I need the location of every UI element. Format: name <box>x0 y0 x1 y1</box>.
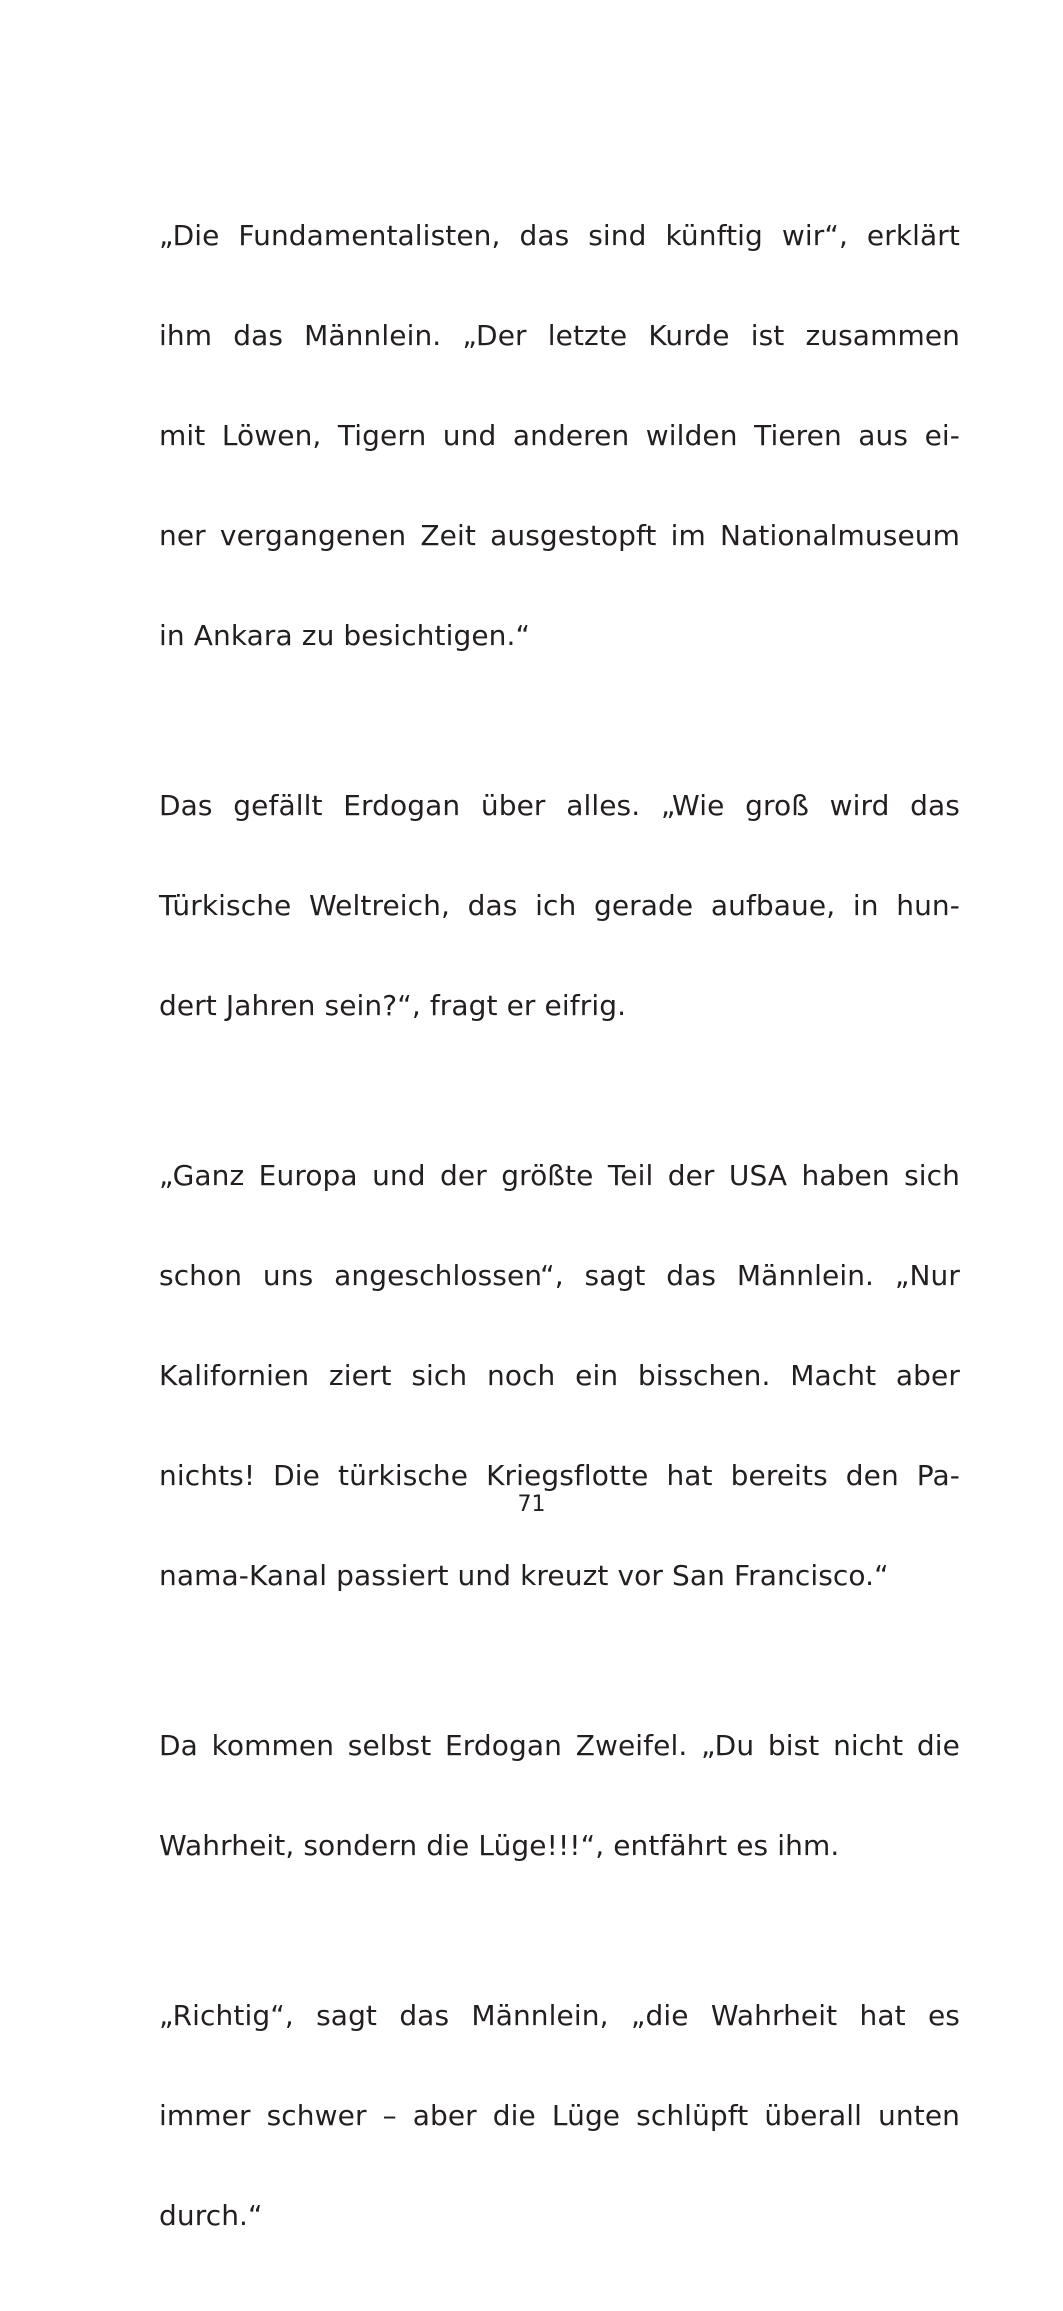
text-line: dert Jahren sein?“, fragt er eifrig. <box>159 989 627 1022</box>
page-number: 71 <box>517 1492 546 1517</box>
text-line: durch.“ <box>159 2199 263 2232</box>
paragraph-1 <box>159 161 960 711</box>
text-line: ihm das Männlein. „Der letzte Kurde ist zusammen <box>159 319 960 352</box>
text-line: ner vergangenen Zeit ausgestopft im Nationalmuseum <box>159 519 960 552</box>
paragraph-3 <box>159 1101 960 1651</box>
text-line: Türkische Weltreich, das ich gerade aufbaue, in hun- <box>159 889 960 922</box>
text-line: „Die Fundamentalisten, das sind künftig wir“, erklärt <box>159 219 960 252</box>
text-line: „Ganz Europa und der größte Teil der USA haben sich <box>159 1159 960 1192</box>
paragraph-5 <box>159 1941 960 2291</box>
text-line: nichts! Die türkische Kriegsflotte hat bereits den Pa- <box>159 1459 960 1492</box>
text-line: schon uns angeschlossen“, sagt das Männlein. „Nur <box>159 1259 960 1292</box>
text-line: mit Löwen, Tigern und anderen wilden Tieren aus ei- <box>159 419 960 452</box>
text-line: „Richtig“, sagt das Männlein, „die Wahrheit hat es <box>159 1999 960 2032</box>
paragraph-2 <box>159 731 960 1081</box>
text-line: in Ankara zu besichtigen.“ <box>159 619 531 652</box>
body-text <box>159 161 960 2311</box>
text-line: Das gefällt Erdogan über alles. „Wie groß wird das <box>159 789 960 822</box>
text-line: immer schwer – aber die Lüge schlüpft überall unten <box>159 2099 960 2132</box>
text-line: Wahrheit, sondern die Lüge!!!“, entfährt es ihm. <box>159 1829 840 1862</box>
paragraph-4 <box>159 1671 960 1921</box>
text-line: Da kommen selbst Erdogan Zweifel. „Du bist nicht die <box>159 1729 960 1762</box>
text-line: nama-Kanal passiert und kreuzt vor San Francisco.“ <box>159 1559 889 1592</box>
text-line: Kalifornien ziert sich noch ein bisschen. Macht aber <box>159 1359 960 1392</box>
